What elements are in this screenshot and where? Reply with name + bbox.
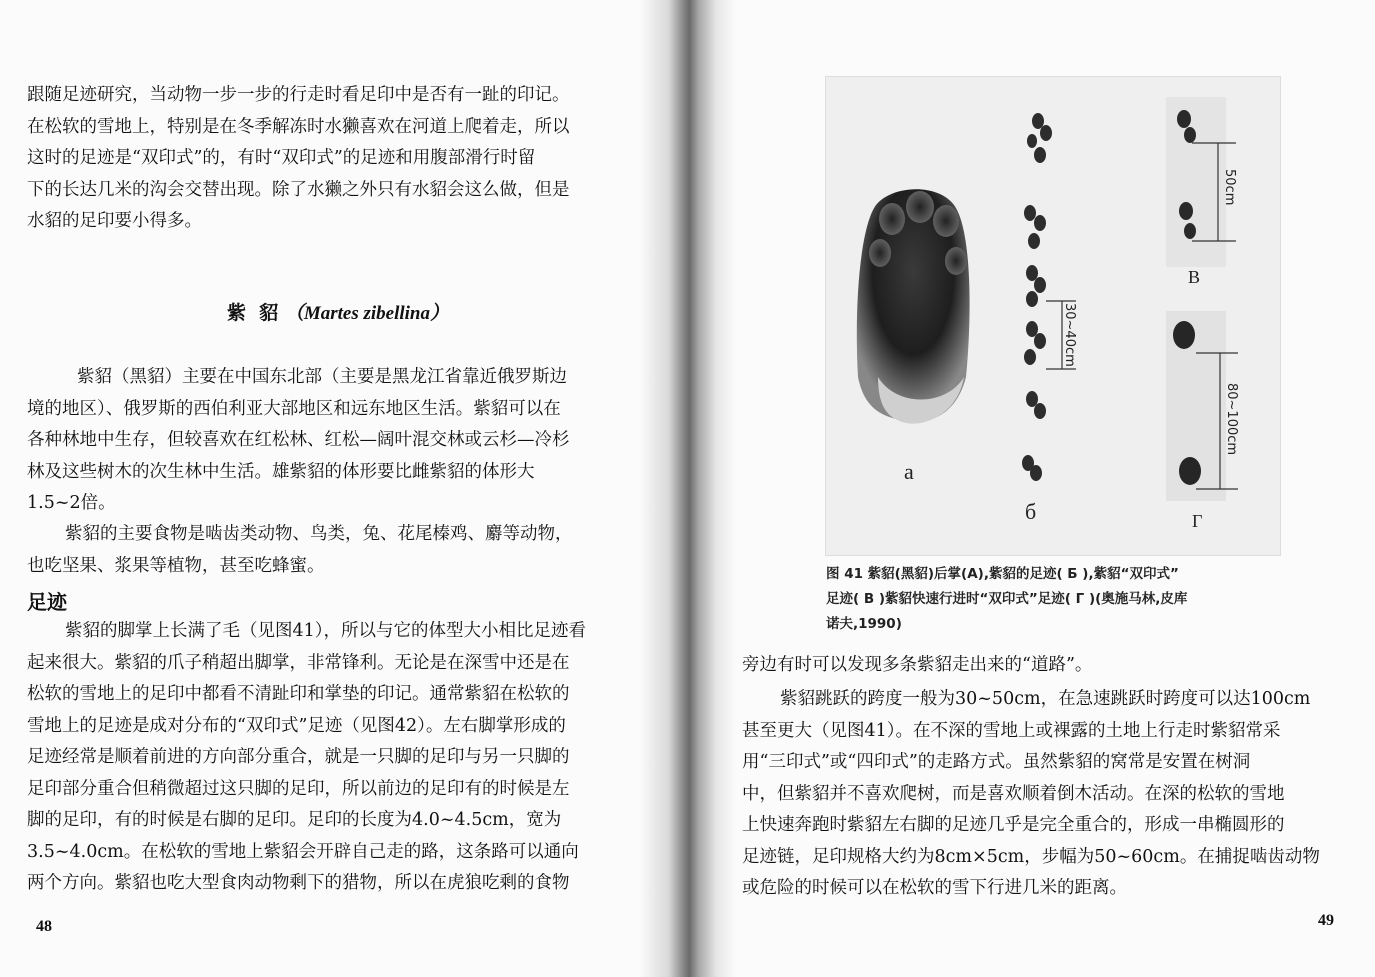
text-line: 水貂的足印要小得多。	[27, 211, 202, 231]
subheading-tracks: 足迹	[27, 590, 67, 614]
figure-caption	[826, 562, 1276, 637]
figure-label-a: a	[904, 459, 914, 484]
paragraph-jump	[742, 684, 1352, 905]
paragraph-intro	[27, 80, 641, 238]
text-line: 林及这些树木的次生林中生活。雄紫貂的体形要比雌紫貂的体形大	[27, 461, 535, 482]
track-column-g	[1166, 311, 1226, 501]
figure-41-illustration	[826, 77, 1280, 555]
paw-drawing	[857, 189, 970, 423]
figure-label-v: B	[1188, 267, 1201, 287]
caption-line: 诺夫,1990)	[826, 616, 902, 632]
book-gutter	[640, 0, 735, 977]
page-number-left: 48	[36, 918, 52, 935]
text-line: 雪地上的足迹是成对分布的“双印式”足迹（见图42）。左右脚掌形成的	[27, 715, 566, 736]
measure-label-v: 50cm	[1222, 169, 1237, 206]
paragraph-tracks	[27, 616, 641, 900]
track-column-b	[1022, 113, 1052, 481]
paragraph-habitat	[27, 362, 641, 520]
text-line: 松软的雪地上的足印中都看不清趾印和掌垫的印记。通常紫貂在松软的	[27, 684, 570, 704]
text-line: 中，但紫貂并不喜欢爬树，而是喜欢顺着倒木活动。在深的松软的雪地	[742, 783, 1285, 804]
caption-line: 足迹( B )紫貂快速行进时“双印式”足迹( Г )(奥施马林,皮库	[826, 591, 1188, 607]
figure-label-b: б	[1025, 499, 1037, 524]
figure-label-g: Г	[1192, 511, 1203, 531]
text-line: 旁边有时可以发现多条紫貂走出来的“道路”。	[742, 655, 1093, 675]
text-line: 或危险的时候可以在松软的雪下行进几米的距离。	[742, 878, 1127, 898]
page-number-right: 49	[1318, 912, 1334, 929]
text-line: 下的长达几米的沟会交替出现。除了水獭之外只有水貂会这么做，但是	[27, 179, 570, 200]
figure-41	[825, 76, 1281, 556]
text-line: 境的地区）、俄罗斯的西伯利亚大部地区和远东地区生活。紫貂可以在	[27, 398, 561, 419]
text-line: 起来很大。紫貂的爪子稍超出脚掌，非常锋利。无论是在深雪中还是在	[27, 652, 570, 673]
text-line: 脚的足印，有的时候是右脚的足印。足印的长度为4.0~4.5cm，宽为	[27, 810, 562, 830]
section-heading	[0, 298, 676, 325]
text-line: 在松软的雪地上，特别是在冬季解冻时水獭喜欢在河道上爬着走，所以	[27, 116, 570, 137]
text-line: 紫貂的主要食物是啮齿类动物、鸟类，兔、花尾榛鸡、麝等动物，	[65, 524, 573, 544]
text-line: 这时的足迹是“双印式”的，有时“双印式”的足迹和用腹部滑行时留	[27, 148, 536, 168]
caption-line: 图 41 紫貂(黑貂)后掌(A),紫貂的足迹( Б ),紫貂“双印式”	[826, 566, 1179, 582]
paragraph-road	[742, 650, 1352, 682]
heading-chinese: 紫 貂	[226, 302, 279, 324]
text-line: 各种林地中生存，但较喜欢在红松林、红松—阔叶混交林或云杉—冷杉	[27, 430, 570, 450]
text-line: 跟随足迹研究，当动物一步一步的行走时看足印中是否有一趾的印记。	[27, 85, 570, 105]
text-line: 上快速奔跑时紫貂左右脚的足迹几乎是完全重合的，形成一串椭圆形的	[742, 815, 1285, 835]
text-line: 足印部分重合但稍微超过这只脚的足印，所以前边的足印有的时候是左	[27, 778, 570, 799]
text-line: 紫貂（黑貂）主要在中国东北部（主要是黑龙江省靠近俄罗斯边	[77, 367, 567, 387]
measure-label-g: 80~100cm	[1224, 383, 1239, 456]
text-line: 用“三印式”或“四印式”的走路方式。虽然紫貂的窝常是安置在树洞	[742, 752, 1251, 772]
text-line: 1.5~2倍。	[27, 493, 116, 513]
text-line: 足迹链，足印规格大约为8cm×5cm，步幅为50~60cm。在捕捉啮齿动物	[742, 846, 1320, 867]
text-line: 也吃坚果、浆果等植物，甚至吃蜂蜜。	[27, 555, 325, 576]
text-line: 甚至更大（见图41）。在不深的雪地上或裸露的土地上行走时紫貂常采	[742, 720, 1281, 741]
text-line: 足迹经常是顺着前进的方向部分重合，就是一只脚的足印与另一只脚的	[27, 747, 570, 767]
text-line: 紫貂跳跃的跨度一般为30~50cm，在急速跳跃时跨度可以达100cm	[780, 689, 1311, 709]
paragraph-food	[27, 519, 641, 582]
heading-latin: （Martes zibellina）	[284, 303, 449, 324]
text-line: 3.5~4.0cm。在松软的雪地上紫貂会开辟自己走的路，这条路可以通向	[27, 841, 579, 862]
text-line: 紫貂的脚掌上长满了毛（见图41），所以与它的体型大小相比足迹看	[65, 621, 587, 641]
text-line: 两个方向。紫貂也吃大型食肉动物剩下的猎物，所以在虎狼吃剩的食物	[27, 873, 570, 893]
measure-label-b: 30~40cm	[1062, 303, 1077, 367]
